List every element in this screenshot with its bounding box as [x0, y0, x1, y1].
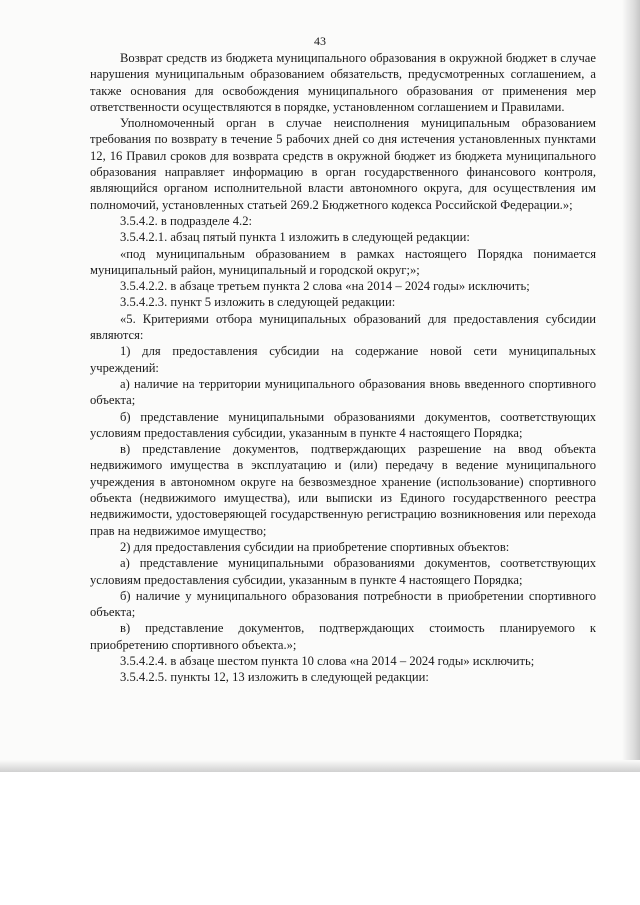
paragraph-criteria-2c: в) представление документов, подтверждающих стоимость планируемого к приобретению спортивного объекта.»;: [90, 621, 596, 652]
page-number: 43: [314, 34, 326, 48]
paragraph-refund: Возврат средств из бюджета муниципального образования в окружной бюджет в случае нарушения муниципальным образованием обязательств, предусмотренных соглашением, а также основания для освобождения муниципального образования от применения мер ответственности осуществляются в порядке, установленном соглашением и Правилами.: [90, 51, 596, 114]
paragraph-criteria-2: 2) для предоставления субсидии на приобретение спортивных объектов:: [120, 539, 510, 554]
page-bottom-edge: [0, 760, 640, 772]
paragraph-3-5-4-2-2: 3.5.4.2.2. в абзаце третьем пункта 2 слова «на 2014 – 2024 годы» исключить;: [120, 279, 530, 294]
paragraph-municipality-definition: «под муниципальным образованием в рамках настоящего Порядка понимается муниципальный район, муниципальный и городской округ;»;: [90, 246, 596, 277]
paragraph-authorized-body: Уполномоченный орган в случае неисполнения муниципальным образованием требования по возврату в течение 5 рабочих дней со дня истечения установленных пунктами 12, 16 Правил сроков для возврата средств в окружной бюджет из бюджета муниципального образования направляет информацию в орган государственного финансового контроля, являющийся органом исполнительной власти автономного округа, для осуществления им полномочий, установленных статьей 269.2 Бюджетного кодекса Российской Федерации.»;: [90, 116, 596, 212]
paragraph-criteria-1a: а) наличие на территории муниципального образования вновь введенного спортивного объекта;: [90, 376, 596, 408]
paragraph-criteria-1c: в) представление документов, подтверждающих разрешение на ввод объекта недвижимого имущества в эксплуатацию и (или) передачу в ведение муниципального учреждения в автономном округе на безвозмездное хранение (использование) спортивного объекта (недвижимого имущества), или выписки из Единого государственного реестра недвижимости, удостоверяющей государственную регистрацию возникновения или перехода прав на недвижимое имущество;: [90, 442, 596, 538]
paragraph-3-5-4-2: 3.5.4.2. в подразделе 4.2:: [120, 213, 253, 228]
paragraph-3-5-4-2-1: 3.5.4.2.1. абзац пятый пункта 1 изложить в следующей редакции:: [120, 230, 470, 245]
paragraph-criteria-1b: б) представление муниципальными образованиями документов, соответствующих условиям предоставления субсидии, указанным в пункте 4 настоящего Порядка;: [90, 409, 596, 440]
paragraph-3-5-4-2-5: 3.5.4.2.5. пункты 12, 13 изложить в следующей редакции:: [120, 670, 429, 685]
paragraph-3-5-4-2-4: 3.5.4.2.4. в абзаце шестом пункта 10 слова «на 2014 – 2024 годы» исключить;: [120, 653, 535, 668]
document-body: [90, 50, 596, 686]
page-edge-shadow: [622, 0, 640, 770]
paragraph-3-5-4-2-3: 3.5.4.2.3. пункт 5 изложить в следующей редакции:: [120, 295, 396, 310]
paragraph-criteria-2b: б) наличие у муниципального образования потребности в приобретении спортивного объекта;: [90, 588, 596, 620]
paragraph-criteria-2a: а) представление муниципальными образованиями документов, соответствующих условиям предоставления субсидии, указанным в пункте 4 настоящего Порядка;: [90, 556, 596, 587]
paragraph-criteria-intro: «5. Критериями отбора муниципальных образований для предоставления субсидии являются:: [90, 311, 596, 343]
paragraph-criteria-1: 1) для предоставления субсидии на содержание новой сети муниципальных учреждений:: [90, 344, 596, 375]
